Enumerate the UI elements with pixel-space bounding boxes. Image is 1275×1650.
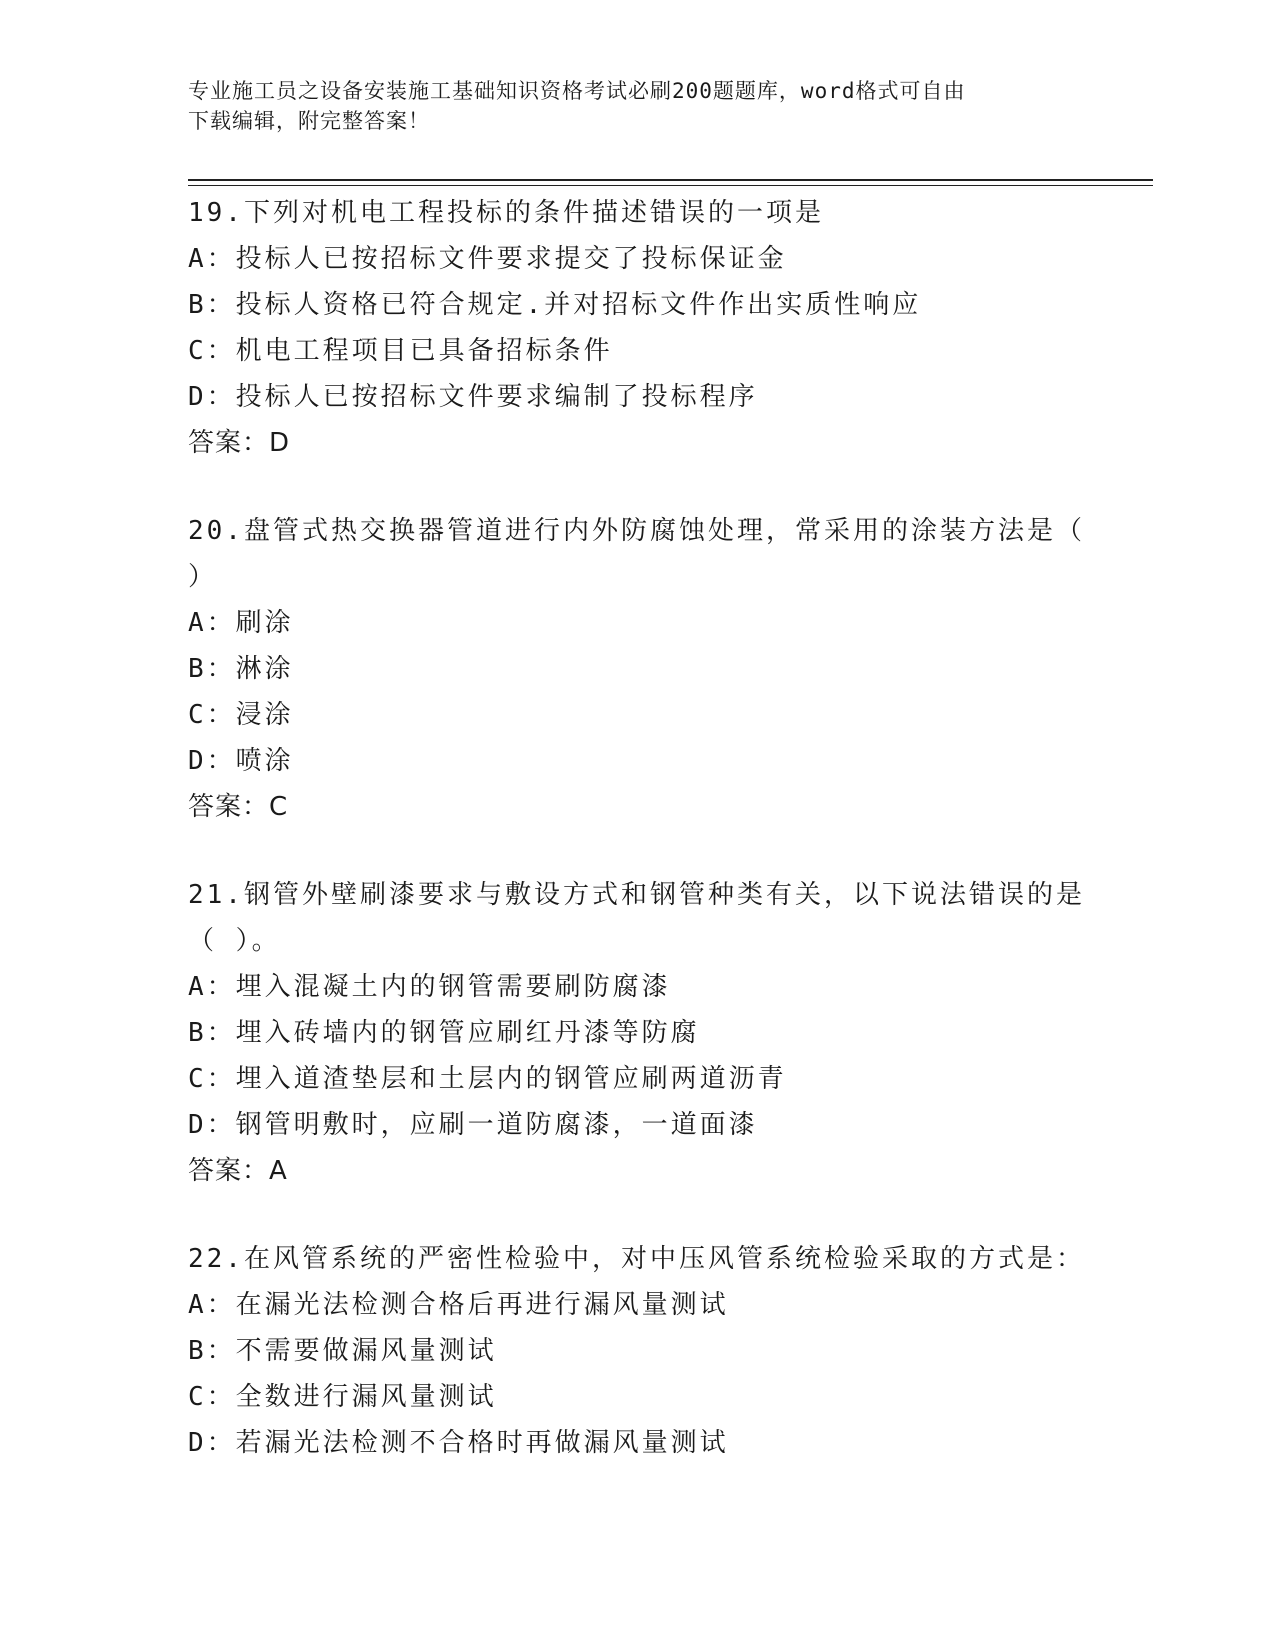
- header-divider-thin: [188, 185, 1153, 186]
- option-a: A：刷涂: [188, 608, 294, 638]
- option-a: A：投标人已按招标文件要求提交了投标保证金: [188, 244, 787, 274]
- option-b: B：投标人资格已符合规定.并对招标文件作出实质性响应: [188, 290, 922, 320]
- header-line-1: 专业施工员之设备安装施工基础知识资格考试必刷200题题库，word格式可自由: [188, 79, 966, 103]
- question-19: [188, 190, 1088, 466]
- answer-line: 答案：A: [188, 1156, 288, 1186]
- answer-line: 答案：C: [188, 792, 289, 822]
- option-a: A：在漏光法检测合格后再进行漏风量测试: [188, 1290, 729, 1320]
- option-c: C：浸涂: [188, 700, 294, 730]
- option-d: D：钢管明敷时，应刷一道防腐漆，一道面漆: [188, 1110, 758, 1140]
- option-a: A：埋入混凝土内的钢管需要刷防腐漆: [188, 972, 671, 1002]
- question-stem: 22.在风管系统的严密性检验中，对中压风管系统检验采取的方式是：: [188, 1244, 1085, 1274]
- question-stem: 20.盘管式热交换器管道进行内外防腐蚀处理，常采用的涂装方法是（: [188, 516, 1085, 546]
- answer-line: 答案：D: [188, 428, 291, 458]
- question-stem-continued: ）: [188, 562, 218, 592]
- question-22: [188, 1236, 1088, 1466]
- question-stem: 21.钢管外壁刷漆要求与敷设方式和钢管种类有关，以下说法错误的是: [188, 880, 1085, 910]
- option-d: D：投标人已按招标文件要求编制了投标程序: [188, 382, 758, 412]
- option-d: D：喷涂: [188, 746, 294, 776]
- option-b: B：埋入砖墙内的钢管应刷红丹漆等防腐: [188, 1018, 700, 1048]
- option-c: C：机电工程项目已具备招标条件: [188, 336, 613, 366]
- question-list: [188, 190, 1088, 1508]
- option-b: B：淋涂: [188, 654, 294, 684]
- question-stem: 19.下列对机电工程投标的条件描述错误的一项是: [188, 198, 824, 228]
- header-line-2: 下载编辑，附完整答案！: [188, 109, 430, 133]
- option-d: D：若漏光法检测不合格时再做漏风量测试: [188, 1428, 729, 1458]
- question-stem-continued: （ ）。: [188, 926, 281, 956]
- question-20: [188, 508, 1088, 830]
- option-c: C：全数进行漏风量测试: [188, 1382, 497, 1412]
- header-divider-thick: [188, 179, 1153, 181]
- option-c: C：埋入道渣垫层和土层内的钢管应刷两道沥青: [188, 1064, 787, 1094]
- question-21: [188, 872, 1088, 1194]
- document-header: [188, 76, 1068, 136]
- option-b: B：不需要做漏风量测试: [188, 1336, 497, 1366]
